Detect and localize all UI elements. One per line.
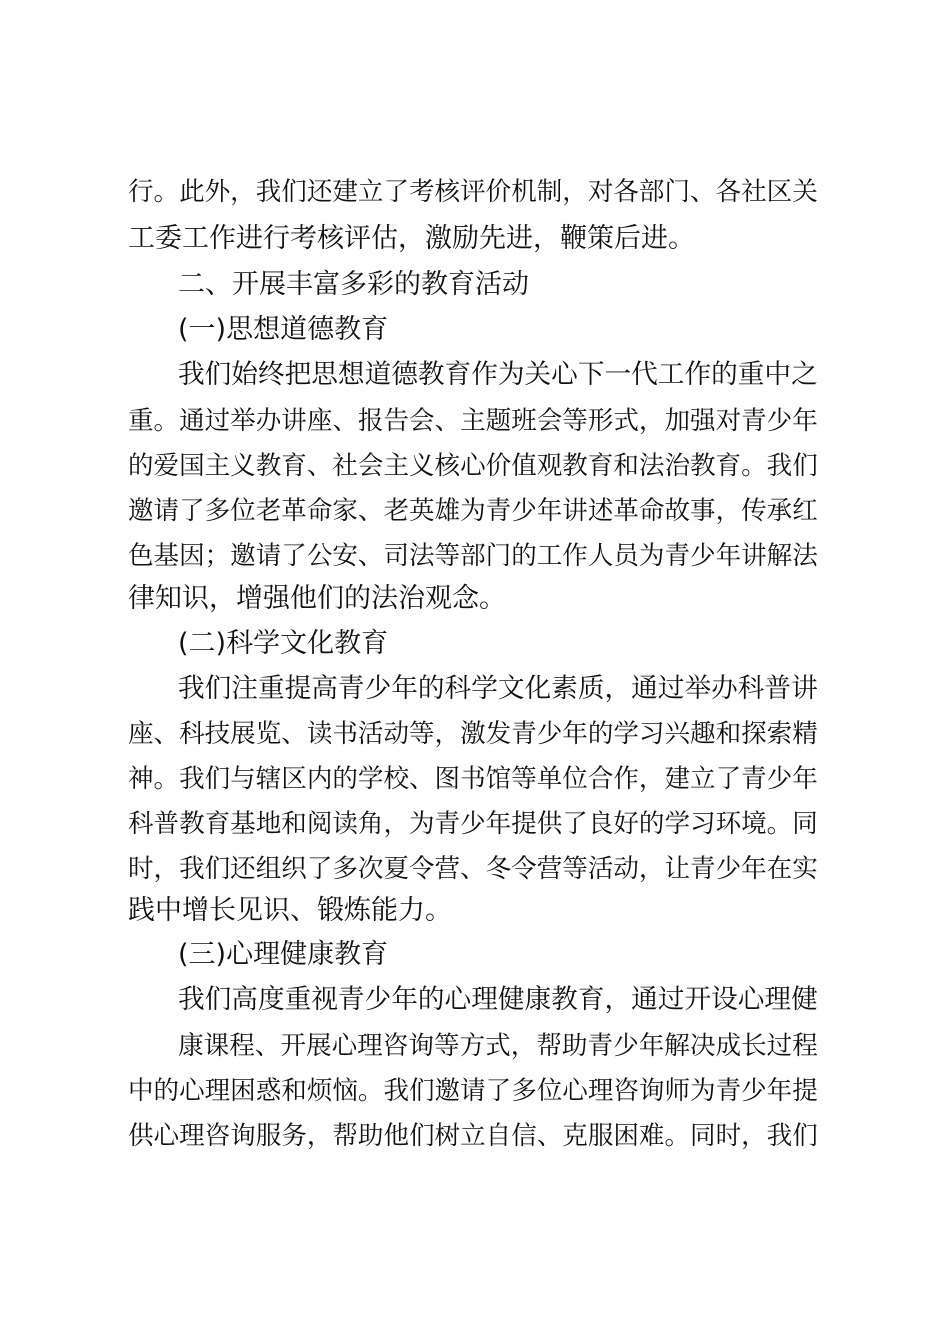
paragraph-line: 供心理咨询服务，帮助他们树立自信、克服困难。同时，我们 [128, 1121, 818, 1151]
paragraph-line: 我们高度重视青少年的心理健康教育，通过开设心理健 [178, 984, 818, 1015]
subsection-heading: (一)思想道德教育 [178, 314, 389, 345]
paragraph-line: 践中增长见识、锻炼能力。 [128, 895, 452, 926]
paragraph-line: 中的心理困惑和烦恼。我们邀请了多位心理咨询师为青少年提 [128, 1076, 818, 1106]
subsection-heading: (二)科学文化教育 [178, 628, 389, 659]
section-heading: 二、开展丰富多彩的教育活动 [178, 269, 529, 300]
paragraph-line: 时，我们还组织了多次夏令营、冬令营等活动，让青少年在实 [128, 854, 818, 884]
paragraph-line: 行。此外，我们还建立了考核评价机制，对各部门、各社区关 [128, 177, 818, 207]
paragraph-line: 工委工作进行考核评估，激励先进，鞭策后进。 [128, 223, 695, 254]
paragraph-line: 的爱国主义教育、社会主义核心价值观教育和法治教育。我们 [128, 451, 818, 481]
paragraph-line: 我们始终把思想道德教育作为关心下一代工作的重中之 [178, 359, 818, 390]
subsection-heading: (三)心理健康教育 [178, 939, 389, 970]
paragraph-line: 律知识，增强他们的法治观念。 [128, 583, 506, 614]
paragraph-line: 神。我们与辖区内的学校、图书馆等单位合作，建立了青少年 [128, 764, 818, 794]
paragraph-line: 科普教育基地和阅读角，为青少年提供了良好的学习环境。同 [128, 809, 818, 839]
paragraph-line: 康课程、开展心理咨询等方式，帮助青少年解决成长过程 [178, 1031, 818, 1061]
paragraph-line: 重。通过举办讲座、报告会、主题班会等形式，加强对青少年 [128, 406, 818, 436]
paragraph-line: 色基因；邀请了公安、司法等部门的工作人员为青少年讲解法 [128, 541, 818, 571]
paragraph-line: 邀请了多位老革命家、老英雄为青少年讲述革命故事，传承红 [128, 496, 818, 526]
paragraph-line: 我们注重提高青少年的科学文化素质，通过举办科普讲 [178, 673, 818, 704]
paragraph-line: 座、科技展览、读书活动等，激发青少年的学习兴趣和探索精 [128, 719, 818, 749]
